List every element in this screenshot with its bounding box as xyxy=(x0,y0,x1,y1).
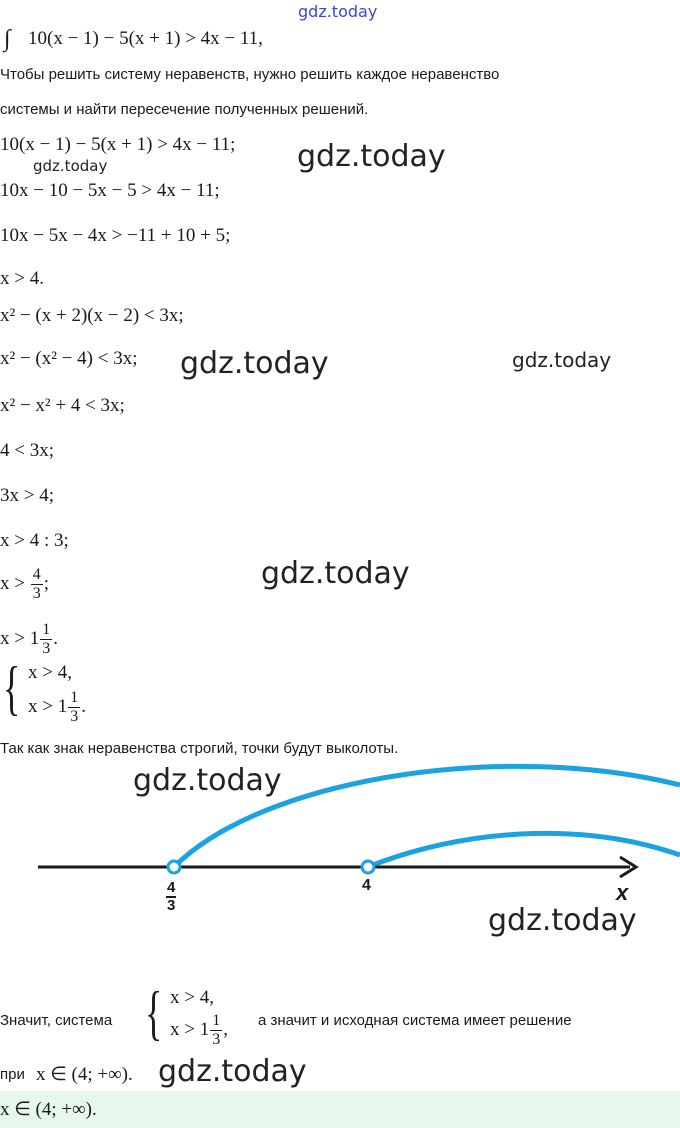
system-brace-top: ∫ xyxy=(4,26,11,52)
step-12-prefix: x > 1 xyxy=(0,627,40,649)
fraction-numerator: 1 xyxy=(70,689,79,706)
fraction-denominator: 3 xyxy=(42,640,51,657)
fraction-denominator: 3 xyxy=(212,1031,221,1048)
header-system: 10(x − 1) − 5(x + 1) > 4x − 11, xyxy=(28,28,263,49)
label-four-thirds-num: 4 xyxy=(167,879,176,896)
conclusion-brace: { xyxy=(145,980,163,1046)
step-4: x > 4. xyxy=(0,268,44,289)
step-1: 10(x − 1) − 5(x + 1) > 4x − 11; xyxy=(0,134,236,155)
fraction-numerator: 4 xyxy=(32,566,41,583)
step-5: x² − (x + 2)(x − 2) < 3x; xyxy=(0,305,184,326)
fraction-denominator: 3 xyxy=(70,708,79,725)
step-7: x² − x² + 4 < 3x; xyxy=(0,395,125,416)
fraction xyxy=(210,1013,222,1048)
step-8: 4 < 3x; xyxy=(0,440,54,461)
system-1-line-1: x > 4, xyxy=(28,662,72,683)
fraction-denominator: 3 xyxy=(32,585,41,602)
conclusion-line-1: x > 4, xyxy=(170,987,214,1008)
watermark-1: gdz.today xyxy=(297,139,446,174)
system-1-line-2-suffix: . xyxy=(81,695,86,717)
fraction-numerator: 1 xyxy=(212,1012,221,1029)
step-11 xyxy=(0,567,49,602)
label-four: 4 xyxy=(362,877,371,894)
conclusion-suffix: а значит и исходная система имеет решение xyxy=(258,1012,572,1029)
label-four-thirds xyxy=(166,880,176,914)
conclusion-line-2 xyxy=(170,1013,228,1048)
step-11-suffix: ; xyxy=(43,572,49,594)
step-10: x > 4 : 3; xyxy=(0,530,69,551)
solution-arc-2 xyxy=(368,833,680,867)
axis-label-x: x xyxy=(616,880,629,905)
watermark-4: gdz.today xyxy=(512,348,612,372)
intro-line-2: системы и найти пересечение полученных решений. xyxy=(0,101,369,118)
conclusion-line-2-prefix: x > 1 xyxy=(170,1018,210,1040)
answer: x ∈ (4; +∞). xyxy=(0,1099,97,1120)
open-point-four-thirds xyxy=(168,861,180,873)
watermark-2: gdz.today xyxy=(33,157,108,175)
step-9: 3x > 4; xyxy=(0,485,54,506)
system-brace: { xyxy=(3,655,21,721)
step-2: 10x − 10 − 5x − 5 > 4x − 11; xyxy=(0,180,220,201)
watermark-6: gdz.today xyxy=(133,763,282,798)
conclusion-line-2-suffix: , xyxy=(223,1018,228,1040)
answer-bar xyxy=(0,1091,680,1128)
conclusion-prefix: Значит, система xyxy=(0,1012,113,1029)
strict-note: Так как знак неравенства строгий, точки будут выколоты. xyxy=(0,740,399,757)
fraction-numerator: 1 xyxy=(42,621,51,638)
label-four-thirds-den: 3 xyxy=(167,896,176,914)
watermark-3: gdz.today xyxy=(180,346,329,381)
intro-line-1: Чтобы решить систему неравенств, нужно решить каждое неравенство xyxy=(0,66,500,83)
watermark-top: gdz.today xyxy=(298,2,378,21)
open-point-four xyxy=(362,861,374,873)
step-6: x² − (x² − 4) < 3x; xyxy=(0,348,138,369)
fraction xyxy=(31,567,43,602)
watermark-8: gdz.today xyxy=(158,1054,307,1089)
step-11-prefix: x > xyxy=(0,572,25,594)
conclusion-final-math: x ∈ (4; +∞). xyxy=(36,1064,133,1085)
step-12-suffix: . xyxy=(53,627,58,649)
system-1-line-2-prefix: x > 1 xyxy=(28,695,68,717)
watermark-5: gdz.today xyxy=(261,556,410,591)
system-1-line-2 xyxy=(28,690,86,725)
conclusion-final-prefix: при xyxy=(0,1066,25,1083)
fraction xyxy=(40,622,52,657)
fraction xyxy=(68,690,80,725)
step-3: 10x − 5x − 4x > −11 + 10 + 5; xyxy=(0,225,231,246)
step-12 xyxy=(0,622,58,657)
watermark-7: gdz.today xyxy=(488,903,637,938)
